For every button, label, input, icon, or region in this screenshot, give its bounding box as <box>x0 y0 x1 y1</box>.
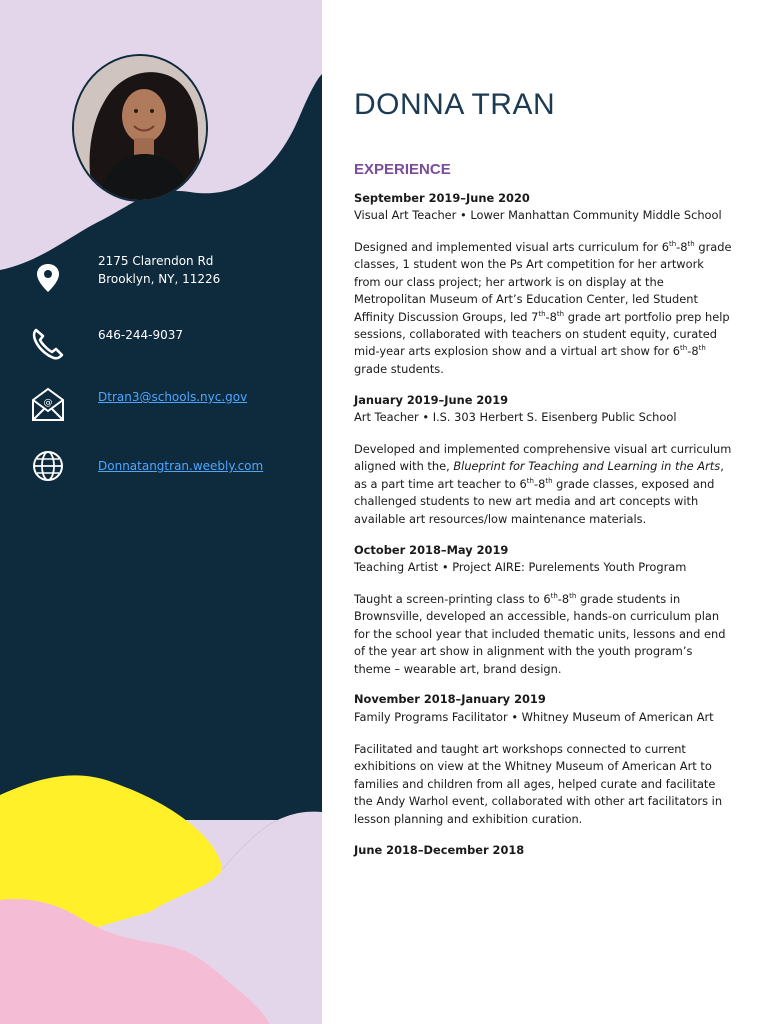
entry-1-description: Designed and implemented visual arts curriculum for 6th-8th grade classes, 1 student won the Ps Art competition for her artwork from our class project; her artwork is on display at the Metropolitan Museum of Art’s Education Center, led Student Affinity Discussion Groups, led 7th-8th grade art portfolio prep help sessions, collaborated with teachers on student equity, curated mid-year arts explosion show and a virtual art show for 6th-8th grade students. <box>354 240 732 376</box>
location-pin-icon <box>28 258 68 298</box>
entry-2-date: January 2019–June 2019 <box>354 393 509 407</box>
address-line1: 2175 Clarendon Rd <box>98 254 214 268</box>
profile-photo <box>72 54 208 202</box>
phone-icon <box>28 322 68 362</box>
svg-text:@: @ <box>43 398 53 408</box>
address <box>98 252 220 288</box>
globe-icon <box>28 446 68 486</box>
email-icon <box>28 384 68 424</box>
sidebar <box>0 0 322 1024</box>
entry-3-role: Teaching Artist • Project AIRE: Purelements Youth Program <box>354 560 687 574</box>
entry-3-description: Taught a screen-printing class to 6th-8th grade students in Brownsville, developed an accessible, hands-on curriculum plan for the school year that included thematic units, lessons and end of the year art show in alignment with the youth program’s theme – wearable art, brand design. <box>354 592 726 676</box>
entry-4-role: Family Programs Facilitator • Whitney Museum of American Art <box>354 710 714 724</box>
experience-heading: EXPERIENCE <box>354 161 451 178</box>
entry-4-date: November 2018–January 2019 <box>354 692 546 706</box>
portrait-image <box>74 56 208 202</box>
person-name: DONNA TRAN <box>354 88 556 121</box>
email-field[interactable] <box>98 388 247 406</box>
entry-1-date: September 2019–June 2020 <box>354 191 530 205</box>
email-link[interactable]: Dtran3@schools.nyc.gov <box>98 390 248 404</box>
website-link[interactable]: Donnatangtran.weebly.com <box>98 459 264 473</box>
entry-5-date: June 2018–December 2018 <box>354 843 525 857</box>
entry-4-description: Facilitated and taught art workshops connected to current exhibitions on view at the Whitney Museum of American Art to families and children from all ages, helped curate and facilitate the Andy Warhol event, collaborated with other art facilitators in lesson planning and exhibition curation. <box>354 742 723 826</box>
address-line2: Brooklyn, NY, 11226 <box>98 272 221 286</box>
website-field[interactable] <box>98 457 263 475</box>
phone-number[interactable]: 646-244-9037 <box>98 328 184 342</box>
entry-2-description: Developed and implemented comprehensive visual art curriculum aligned with the, Blueprint for Teaching and Learning in the Arts, as a part time art teacher to 6th-8th grade classes, exposed and challenged students to new art media and art concepts with available art resources/low maintenance materials. <box>354 442 732 526</box>
entry-3-date: October 2018–May 2019 <box>354 543 509 557</box>
entry-1-role: Visual Art Teacher • Lower Manhattan Community Middle School <box>354 208 722 222</box>
entry-2-role: Art Teacher • I.S. 303 Herbert S. Eisenberg Public School <box>354 410 677 424</box>
